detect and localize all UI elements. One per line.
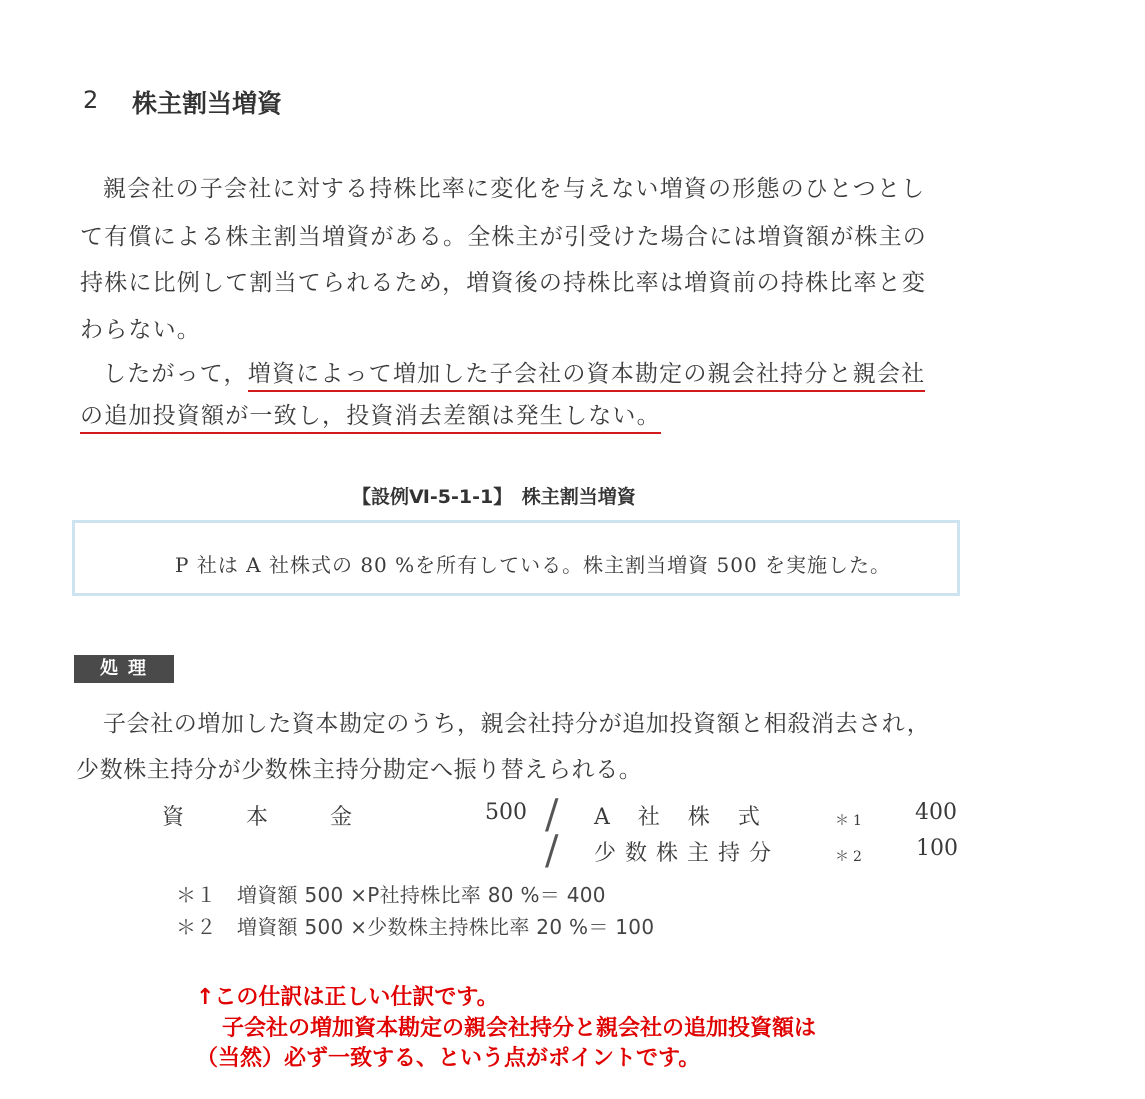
journal-slash-2: / <box>545 828 559 874</box>
section-title: 株主割当増資 <box>132 89 283 118</box>
paragraph-line-5-prefix: したがって， <box>103 361 248 387</box>
footnote-1: ＊１ 増資額 500 ×P社持株比率 80 %＝ 400 <box>176 883 606 907</box>
journal-slash: / <box>545 792 559 838</box>
journal-debit-account: 資本金 <box>162 805 415 830</box>
paragraph-line-6 <box>80 397 661 430</box>
example-title: 【設例Ⅵ-5-1-1】 株主割当増資 <box>352 486 636 508</box>
example-text: P 社は A 社株式の 80 %を所有している。株主割当増資 500 を実施した。 <box>175 553 892 577</box>
paragraph-line-2: て有償による株主割当増資がある。全株主が引受けた場合には増資額が株主の <box>80 224 927 250</box>
paragraph-line-1: 親会社の子会社に対する持株比率に変化を与えない増資の形態のひとつとし <box>103 176 926 202</box>
process-label: 処理 <box>74 655 174 683</box>
journal-credit-account-2: 少数株主持分 <box>594 841 781 866</box>
comment-line-2: 子会社の増加資本勘定の親会社持分と親会社の追加投資額は <box>222 1016 817 1041</box>
comment-line-3: （当然）必ず一致する、という点がポイントです。 <box>196 1046 701 1071</box>
journal-credit-account-1: A社株式 <box>594 805 788 830</box>
paragraph-line-3: 持株に比例して割当てられるため，増資後の持株比率は増資前の持株比率と変 <box>80 270 927 296</box>
paragraph-line-5 <box>103 355 925 388</box>
journal-credit-note-1: ＊1 <box>835 813 866 829</box>
footnote-2: ＊２ 増資額 500 ×少数株主持株比率 20 %＝ 100 <box>176 915 655 939</box>
journal-credit-amount-1: 400 <box>915 800 957 825</box>
process-line-1: 子会社の増加した資本勘定のうち，親会社持分が追加投資額と相殺消去され， <box>103 711 931 737</box>
journal-debit-amount: 500 <box>485 800 527 825</box>
paragraph-line-4: わらない。 <box>80 317 201 343</box>
process-line-2: 少数株主持分が少数株主持分勘定へ振り替えられる。 <box>76 757 643 783</box>
journal-credit-note-2: ＊2 <box>835 849 866 865</box>
comment-line-1: ↑この仕訳は正しい仕訳です。 <box>196 985 499 1010</box>
section-number: 2 <box>83 86 99 114</box>
highlighted-text-1: 増資によって増加した子会社の資本勘定の親会社持分と親会社 <box>248 361 926 392</box>
highlighted-text-2: の追加投資額が一致し，投資消去差額は発生しない。 <box>80 403 661 434</box>
journal-credit-amount-2: 100 <box>916 836 958 861</box>
